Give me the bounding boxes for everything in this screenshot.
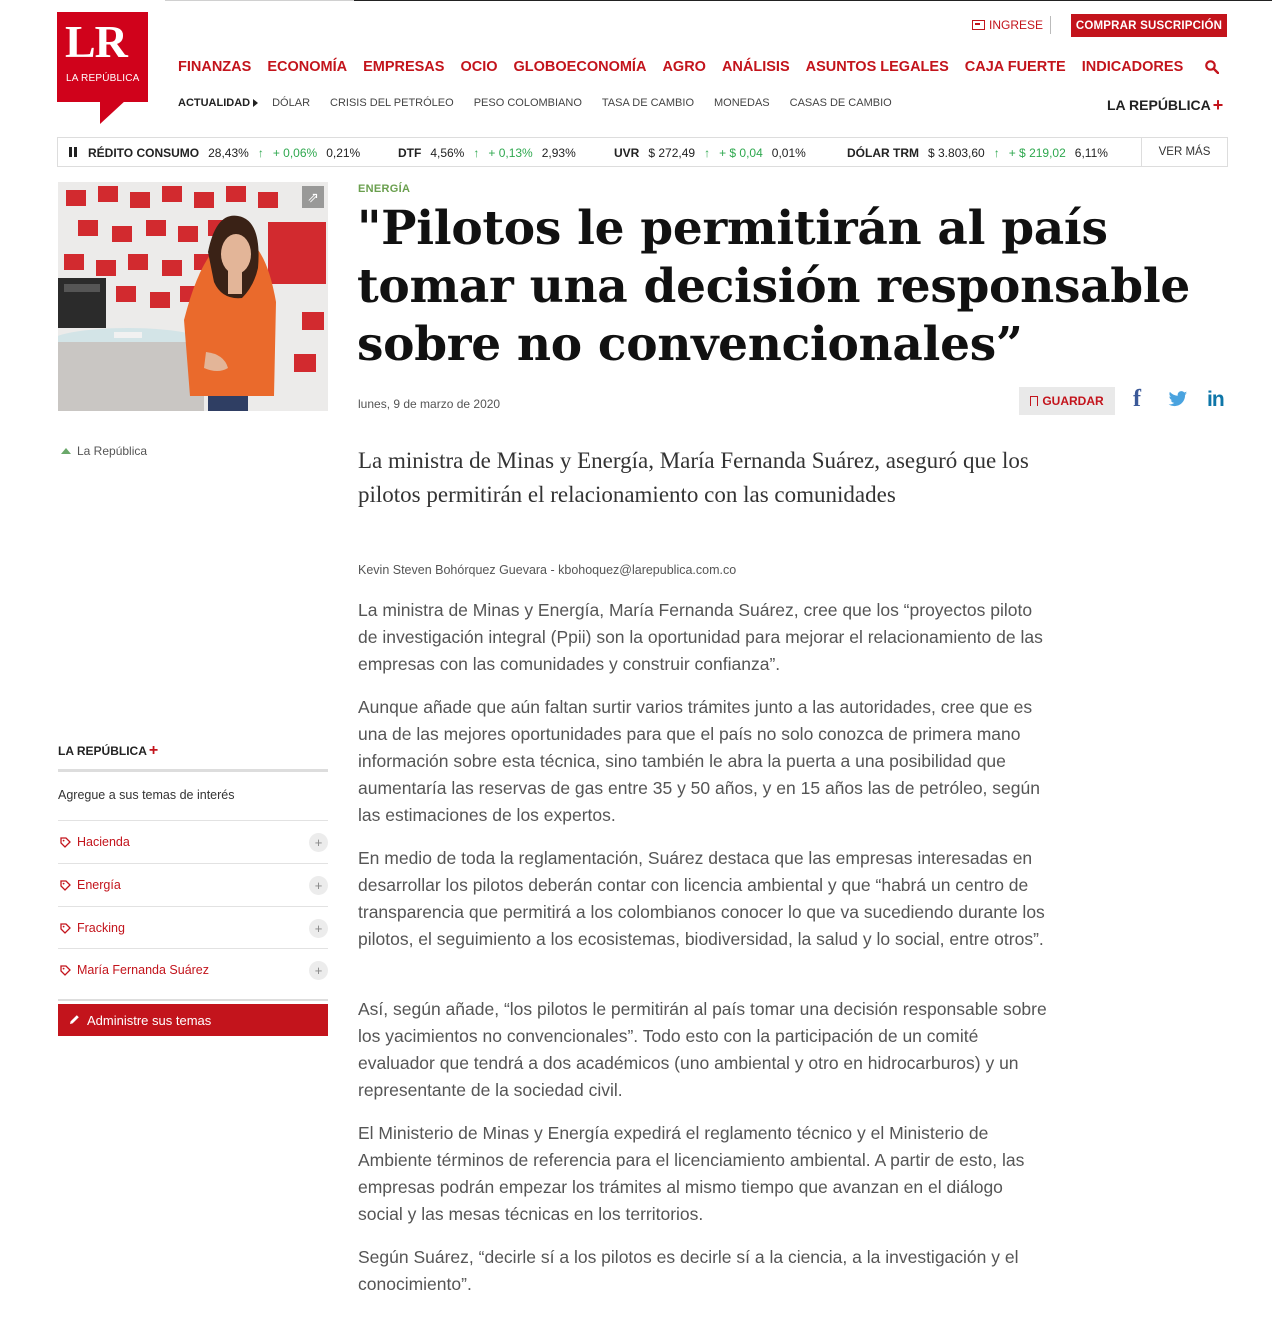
sidebar-title — [58, 743, 158, 759]
tag-icon — [60, 965, 71, 976]
lr-plus-label: LA REPÚBLICA — [1107, 97, 1211, 113]
article-headline: "Pilotos le permitirán al país tomar una decisión responsable sobre no convencionales” — [357, 201, 1191, 372]
article-date: lunes, 9 de marzo de 2020 — [358, 397, 501, 411]
lr-plus-link[interactable] — [1107, 96, 1223, 114]
ticker-name: DÓLAR TRM — [847, 146, 919, 160]
login-icon — [972, 20, 985, 30]
arrow-up-icon: ↑ — [473, 146, 480, 160]
photo-credit — [61, 444, 147, 458]
ticker-item[interactable] — [614, 146, 806, 160]
sub-nav-item-peso-colombiano[interactable]: PESO COLOMBIANO — [473, 97, 582, 109]
logo-name: LA REPÚBLICA — [66, 73, 140, 84]
manage-topics-button[interactable] — [58, 1004, 328, 1036]
top-divider-dark — [354, 0, 1272, 1]
topic-item-energia[interactable] — [58, 863, 328, 906]
arrow-up-icon: ↑ — [993, 146, 1000, 160]
ticker-value: $ 3.803,60 — [928, 146, 985, 160]
login-link[interactable] — [972, 18, 1043, 32]
nav-item-economia[interactable]: ECONOMÍA — [267, 59, 348, 75]
nav-item-globoeconomia[interactable]: GLOBOECONOMÍA — [513, 59, 647, 75]
nav-item-ocio[interactable]: OCIO — [460, 59, 498, 75]
ticker-pct: 0,01% — [771, 146, 806, 160]
main-nav — [178, 59, 1199, 75]
header-separator — [1050, 16, 1051, 34]
sidebar-divider — [58, 769, 328, 772]
sub-nav-item-tasa-cambio[interactable]: TASA DE CAMBIO — [601, 97, 694, 109]
ticker-more-button[interactable]: VER MÁS — [1141, 138, 1227, 166]
ticker-item[interactable] — [847, 146, 1108, 160]
ticker-change: + 0,06% — [272, 146, 318, 160]
logo-letters: LR — [65, 16, 127, 67]
article-paragraph: Según Suárez, “decirle sí a los pilotos es decirle sí a la ciencia, a la investigación y el conocimiento”. — [358, 1247, 1019, 1294]
article-author[interactable]: Kevin Steven Bohórquez Guevara - kbohoquez@larepublica.com.co — [358, 563, 737, 577]
tag-icon — [60, 880, 71, 891]
ticker-change: + 0,13% — [488, 146, 533, 160]
nav-item-agro[interactable]: AGRO — [662, 59, 706, 75]
ticker-name: DTF — [398, 146, 422, 160]
ticker-item[interactable] — [88, 146, 360, 160]
arrow-up-icon: ↑ — [704, 146, 711, 160]
tag-icon — [60, 837, 71, 848]
search-icon[interactable] — [1205, 60, 1219, 74]
sub-nav-actualidad-label: ACTUALIDAD — [178, 97, 251, 109]
article-paragraph: En medio de toda la reglamentación, Suárez destaca que las empresas interesadas en desarrollar los pilotos deberán contar con licencia ambiental y que “habrá un centro de transparencia que permitirá a los colombianos conocer lo que va sucediendo durante los pilotos, el seguimiento a los ecosistemas, biodiversidad, la salud y lo social, entre otros”. — [358, 848, 1045, 949]
nav-item-analisis[interactable]: ANÁLISIS — [721, 59, 790, 75]
topic-item-fracking[interactable] — [58, 906, 328, 949]
sub-nav-item-casas-cambio[interactable]: CASAS DE CAMBIO — [789, 97, 892, 109]
linkedin-icon[interactable]: in — [1207, 388, 1224, 411]
add-topic-icon[interactable]: + — [309, 919, 328, 938]
login-label: INGRESE — [989, 18, 1044, 32]
tag-icon — [60, 923, 71, 934]
nav-item-indicadores[interactable]: INDICADORES — [1081, 59, 1184, 75]
nav-item-empresas[interactable]: EMPRESAS — [363, 59, 445, 75]
topics-divider — [58, 999, 328, 1001]
add-topic-icon[interactable]: + — [309, 961, 328, 980]
article-photo[interactable] — [58, 182, 328, 411]
logo-tail — [100, 100, 126, 124]
pause-icon[interactable] — [69, 147, 78, 157]
facebook-icon[interactable]: f — [1133, 386, 1141, 412]
sub-nav-item-dolar[interactable]: DÓLAR — [272, 97, 311, 109]
ticker-pct: 0,21% — [326, 146, 361, 160]
article-lead: La ministra de Minas y Energía, María Fernanda Suárez, aseguró que los pilotos permitirán el relacionamiento con las comunidades — [358, 448, 1029, 507]
topic-item-maria-fernanda-suarez[interactable] — [58, 948, 328, 991]
nav-item-finanzas[interactable]: FINANZAS — [178, 59, 252, 75]
ticker-value: $ 272,49 — [648, 146, 696, 160]
top-divider — [165, 0, 354, 1]
sidebar-title-label: LA REPÚBLICA — [58, 744, 147, 758]
section-label[interactable]: ENERGÍA — [358, 183, 411, 195]
sub-nav-item-crisis-petroleo[interactable]: CRISIS DEL PETRÓLEO — [330, 97, 454, 109]
nav-item-caja-fuerte[interactable]: CAJA FUERTE — [964, 59, 1066, 75]
ticker-item[interactable] — [398, 146, 576, 160]
manage-topics-label: Administre sus temas — [87, 1012, 212, 1028]
site-logo[interactable] — [57, 12, 148, 124]
plus-icon: + — [148, 742, 159, 759]
ticker-pct: 6,11% — [1074, 146, 1108, 160]
save-label: GUARDAR — [1042, 394, 1104, 408]
photo-illustration — [58, 182, 328, 411]
arrow-up-icon: ↑ — [257, 146, 264, 160]
ticker-value: 4,56% — [430, 146, 465, 160]
plus-icon: + — [1212, 95, 1224, 115]
pencil-icon — [69, 1014, 80, 1025]
add-topic-icon[interactable]: + — [309, 833, 328, 852]
topic-label: Fracking — [77, 921, 125, 935]
ticker-change: + $ 219,02 — [1008, 146, 1066, 160]
ticker-name: UVR — [614, 146, 640, 160]
ticker-pct: 2,93% — [541, 146, 576, 160]
subscribe-button[interactable]: COMPRAR SUSCRIPCIÓN — [1071, 14, 1227, 37]
add-topic-icon[interactable]: + — [309, 876, 328, 895]
topic-label: María Fernanda Suárez — [77, 963, 210, 977]
topic-label: Energía — [77, 878, 121, 892]
sub-nav-actualidad[interactable] — [178, 97, 258, 109]
article-paragraph: Aunque añade que aún faltan surtir varios trámites junto a las autoridades, cree que es una de las mejores oportunidades para que el país no solo conozca de primera mano información sobre esta técnica, sino también le abra la puerta a una posibilidad que aumentaría las reservas de gas entre 35 y 50 años, y en 15 años las de petróleo, según las estimaciones de los expertos. — [358, 697, 1040, 825]
save-button[interactable] — [1019, 387, 1115, 415]
caret-up-icon — [61, 448, 71, 454]
sub-nav — [178, 97, 912, 109]
article-paragraph: Así, según añade, “los pilotos le permitirán al país tomar una decisión responsable sobre los yacimientos no convencionales”. Todo esto con la participación de un comité evaluador que tendrá a dos académicos (uno ambiental y otro en hidrocarburos) y un representante de la sociedad civil. — [358, 999, 1047, 1100]
ticker-value: 28,43% — [208, 146, 249, 160]
topics-prompt: Agregue a sus temas de interés — [58, 788, 235, 802]
topic-item-hacienda[interactable] — [58, 820, 328, 863]
ticker-name: RÉDITO CONSUMO — [88, 146, 200, 160]
ticker-change: + $ 0,04 — [719, 146, 763, 160]
topic-label: Hacienda — [77, 835, 130, 849]
article-paragraph: El Ministerio de Minas y Energía expedirá el reglamento técnico y el Ministerio de Ambiente términos de referencia para el licenciamiento ambiental. A partir de esto, las empresas podrán empezar los trámites al mismo tiempo que avanzan en el diálogo social y las mesas técnicas en los territorios. — [358, 1123, 1025, 1224]
twitter-icon[interactable] — [1168, 391, 1188, 408]
market-ticker — [57, 137, 1228, 167]
caret-right-icon — [253, 99, 258, 107]
nav-item-asuntos-legales[interactable]: ASUNTOS LEGALES — [805, 59, 949, 75]
photo-credit-label: La República — [77, 444, 148, 458]
bookmark-icon — [1030, 396, 1038, 406]
sub-nav-item-monedas[interactable]: MONEDAS — [714, 97, 770, 109]
article-paragraph: La ministra de Minas y Energía, María Fernanda Suárez, cree que los “proyectos piloto de investigación integral (Ppii) son la oportunidad para mejorar el relacionamiento de las empresas con las comunidades y construir confianza”. — [358, 600, 1043, 674]
expand-icon[interactable]: ⇗ — [302, 186, 324, 208]
